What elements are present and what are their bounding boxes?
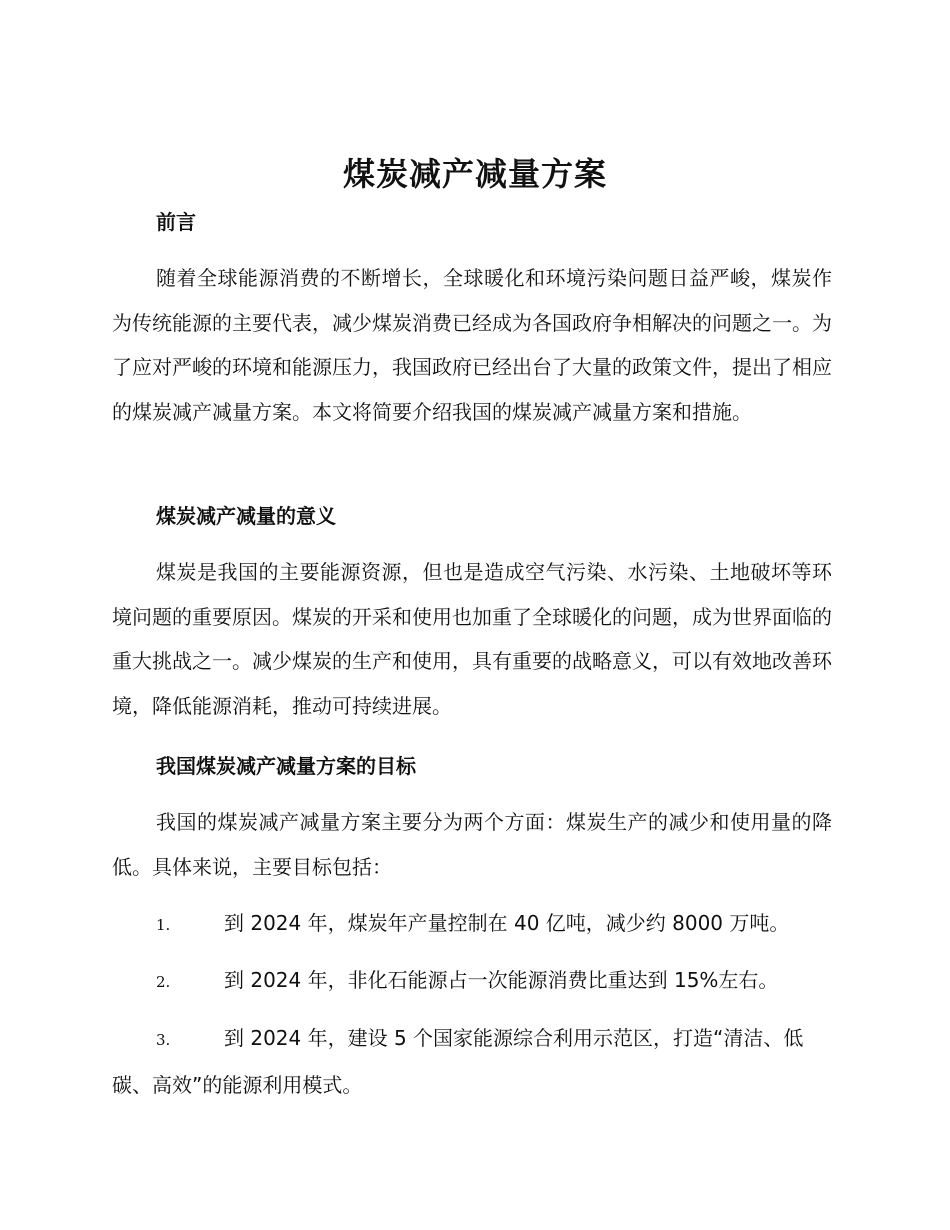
list-item-text: 到 2024 年，非化石能源占一次能源消费比重达到 15%左右。 <box>224 968 779 992</box>
list-item-number: 2. <box>156 973 171 991</box>
list-item-text: 到 2024 年，煤炭年产量控制在 40 亿吨，减少约 8000 万吨。 <box>224 911 790 935</box>
section-paragraph-preface: 随着全球能源消费的不断增长，全球暖化和环境污染问题日益严峻，煤炭作为传统能源的主要代表，减少煤炭消费已经成为各国政府争相解决的问题之一。为了应对严峻的环境和能源压力，我国政府已经出台了大量的政策文件，提出了相应的煤炭减产减量方案。本文将简要介绍我国的煤炭减产减量方案和措施。 <box>112 266 832 424</box>
section-paragraph-goals: 我国的煤炭减产减量方案主要分为两个方面：煤炭生产的减少和使用量的降低。具体来说，主要目标包括： <box>112 810 832 879</box>
list-item <box>112 901 832 948</box>
section-paragraph-significance: 煤炭是我国的主要能源资源，但也是造成空气污染、水污染、土地破坏等环境问题的重要原因。煤炭的开采和使用也加重了全球暖化的问题，成为世界面临的重大挑战之一。减少煤炭的生产和使用，具有重要的战略意义，可以有效地改善环境，降低能源消耗，推动可持续进展。 <box>112 560 832 718</box>
section-heading-goals: 我国煤炭减产减量方案的目标 <box>156 754 416 778</box>
section-heading-preface: 前言 <box>156 210 196 234</box>
list-item <box>112 1016 832 1107</box>
list-item-number: 3. <box>156 1031 171 1049</box>
list-item-text: 到 2024 年，建设 5 个国家能源综合利用示范区，打造“清洁、低碳、高效”的能源利用模式。 <box>112 1026 804 1097</box>
list-item-number: 1. <box>156 916 171 934</box>
section-heading-significance: 煤炭减产减量的意义 <box>156 504 336 528</box>
list-item <box>112 958 832 1005</box>
document-title: 煤炭减产减量方案 <box>342 155 607 193</box>
